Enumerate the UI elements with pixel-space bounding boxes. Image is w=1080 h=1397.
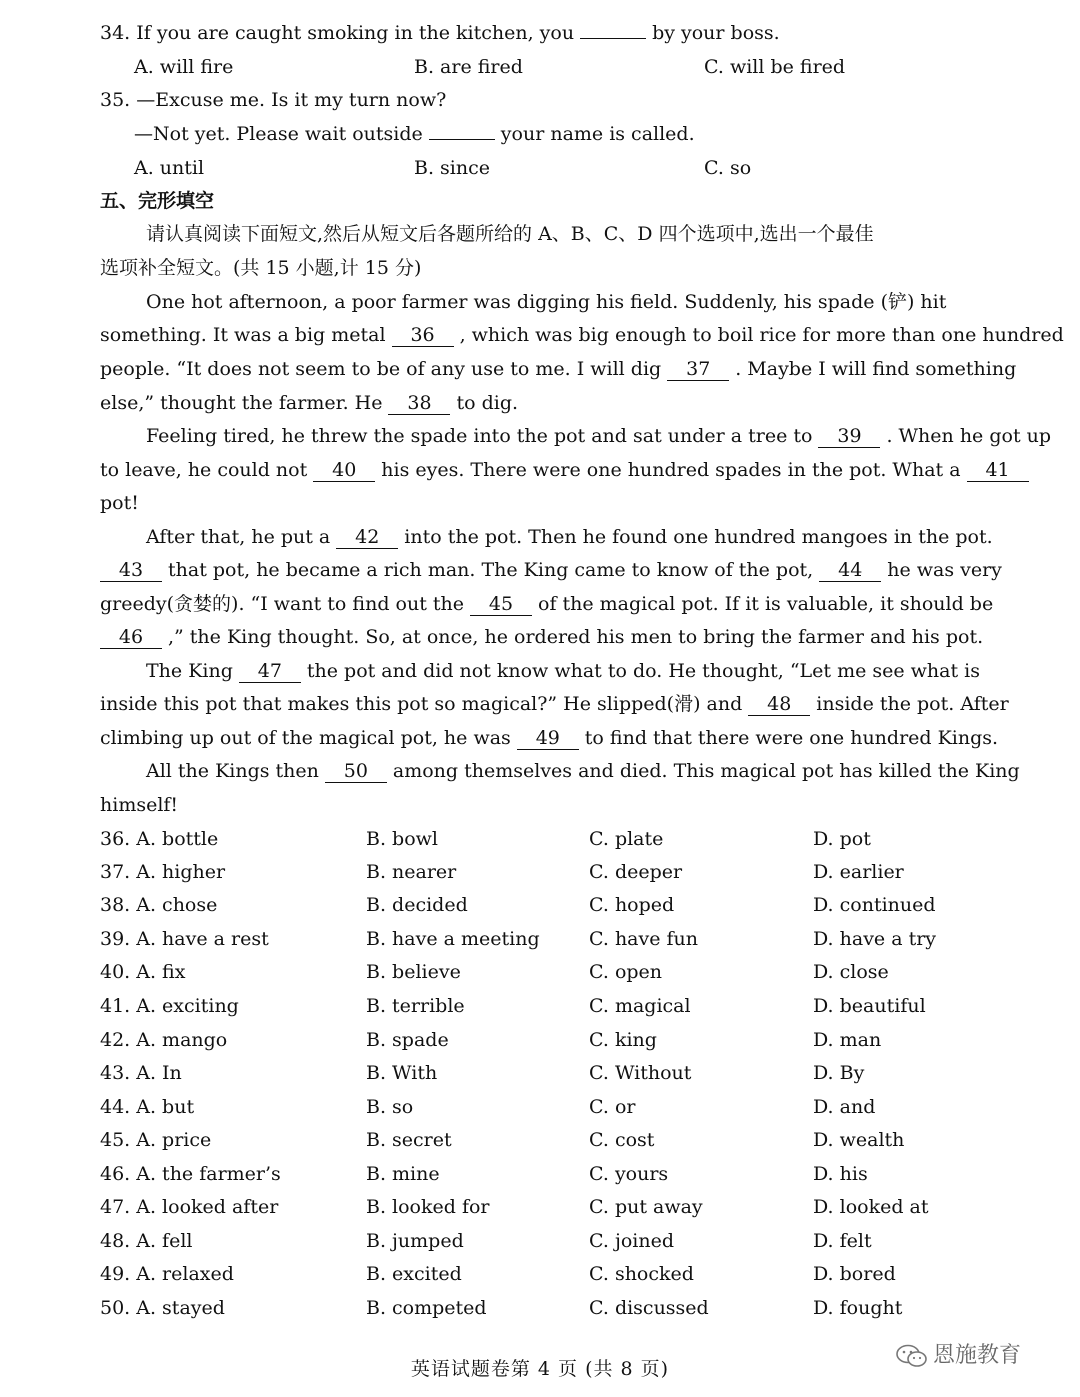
- section-instruction-line2: 选项补全短文。(共 15 小题,计 15 分): [100, 257, 422, 279]
- passage-line: [146, 525, 993, 549]
- choice-a: 42. A. mango: [100, 1029, 228, 1051]
- passage-line: [100, 357, 1016, 381]
- passage-text: among themselves and died. This magical pot has killed the King: [392, 760, 1020, 782]
- passage-text: into the pot. Then he found one hundred mangoes in the pot.: [404, 526, 993, 548]
- choice-b: B. terrible: [366, 995, 465, 1017]
- passage-text: climbing up out of the magical pot, he was: [100, 727, 511, 749]
- passage-text: to find that there were one hundred Kings.: [584, 727, 999, 749]
- passage-text: Feeling tired, he threw the spade into the pot and sat under a tree to: [146, 425, 813, 447]
- choice-b: B. so: [366, 1096, 414, 1118]
- choice-d: D. have a try: [813, 928, 937, 950]
- passage-text: inside this pot that makes this pot so magical?” He slipped(滑) and: [100, 693, 743, 715]
- choice-d: D. man: [813, 1029, 882, 1051]
- passage-text: that pot, he became a rich man. The King came to know of the pot,: [168, 559, 814, 581]
- choice-b: B. have a meeting: [366, 928, 540, 950]
- choice-b: B. mine: [366, 1163, 440, 1185]
- blank-41: 41: [967, 459, 1029, 482]
- q34-blank: [580, 38, 646, 39]
- choice-a: 46. A. the farmer’s: [100, 1163, 281, 1185]
- passage-text: his eyes. There were one hundred spades in the pot. What a: [381, 459, 961, 481]
- choice-d: D. his: [813, 1163, 868, 1185]
- choice-c: C. hoped: [589, 894, 675, 916]
- choice-a: 43. A. In: [100, 1062, 182, 1084]
- passage-line: [100, 625, 983, 649]
- choice-b: B. looked for: [366, 1196, 490, 1218]
- passage-line: [100, 391, 518, 415]
- blank-47: 47: [239, 660, 301, 683]
- passage-text: people. “It does not seem to be of any use to me. I will dig: [100, 358, 662, 380]
- passage-line: [146, 659, 980, 683]
- choice-c: C. plate: [589, 828, 664, 850]
- choice-d: D. bored: [813, 1263, 896, 1285]
- passage-text: of the magical pot. If it is valuable, it should be: [538, 593, 994, 615]
- choice-c: C. joined: [589, 1230, 674, 1252]
- q34-stem-part1: 34. If you are caught smoking in the kitchen, you: [100, 22, 575, 44]
- choice-a: 48. A. fell: [100, 1230, 193, 1252]
- choice-d: D. wealth: [813, 1129, 905, 1151]
- choice-c: C. have fun: [589, 928, 699, 950]
- blank-43: 43: [100, 559, 162, 582]
- choice-d: D. looked at: [813, 1196, 929, 1218]
- choice-b: B. competed: [366, 1297, 487, 1319]
- passage-text: After that, he put a: [146, 526, 331, 548]
- choice-a: 37. A. higher: [100, 861, 226, 883]
- choice-d: D. and: [813, 1096, 876, 1118]
- blank-45: 45: [470, 593, 532, 616]
- q35-line1: 35. —Excuse me. Is it my turn now?: [100, 89, 447, 111]
- passage-text: else,” thought the farmer. He: [100, 392, 383, 414]
- choice-c: C. yours: [589, 1163, 669, 1185]
- passage-text: ,” the King thought. So, at once, he ordered his men to bring the farmer and his pot.: [168, 626, 984, 648]
- blank-36: 36: [392, 324, 454, 347]
- q35-line2: [134, 122, 695, 146]
- q35-blank: [429, 139, 495, 140]
- blank-38: 38: [388, 392, 450, 415]
- section-heading: 五、完形填空: [100, 190, 215, 212]
- passage-line: himself!: [100, 794, 179, 816]
- choice-d: D. fought: [813, 1297, 903, 1319]
- choice-c: C. discussed: [589, 1297, 709, 1319]
- q35-line2-part1: —Not yet. Please wait outside: [134, 123, 423, 145]
- choice-b: B. excited: [366, 1263, 462, 1285]
- passage-text: something. It was a big metal: [100, 324, 386, 346]
- passage-text: . Maybe I will find something: [735, 358, 1017, 380]
- choice-c: C. put away: [589, 1196, 703, 1218]
- blank-44: 44: [819, 559, 881, 582]
- choice-a: 40. A. fix: [100, 961, 186, 983]
- passage-line: One hot afternoon, a poor farmer was digging his field. Suddenly, his spade (铲) hit: [146, 291, 947, 313]
- choice-a: 50. A. stayed: [100, 1297, 225, 1319]
- blank-42: 42: [336, 526, 398, 549]
- choice-b: B. secret: [366, 1129, 452, 1151]
- choice-c: C. shocked: [589, 1263, 694, 1285]
- blank-50: 50: [325, 760, 387, 783]
- passage-text: greedy(贪婪的). “I want to find out the: [100, 593, 464, 615]
- choice-d: D. close: [813, 961, 889, 983]
- choice-b: B. nearer: [366, 861, 457, 883]
- passage-text: inside the pot. After: [816, 693, 1009, 715]
- choice-b: B. With: [366, 1062, 438, 1084]
- passage-line: [100, 323, 1064, 347]
- choice-d: D. pot: [813, 828, 871, 850]
- passage-text: All the Kings then: [146, 760, 319, 782]
- choice-a: 38. A. chose: [100, 894, 218, 916]
- choice-c: C. open: [589, 961, 663, 983]
- section-instruction-line1: 请认真阅读下面短文,然后从短文后各题所给的 A、B、C、D 四个选项中,选出一个最佳: [146, 223, 874, 245]
- choice-b: B. jumped: [366, 1230, 464, 1252]
- passage-line: [100, 458, 1035, 482]
- choice-c: C. cost: [589, 1129, 655, 1151]
- q34-option-b: B. are fired: [414, 56, 523, 78]
- q35-option-a: A. until: [134, 157, 205, 179]
- choice-b: B. believe: [366, 961, 461, 983]
- choice-a: 47. A. looked after: [100, 1196, 279, 1218]
- passage-text: The King: [146, 660, 233, 682]
- blank-48: 48: [748, 693, 810, 716]
- choice-c: C. Without: [589, 1062, 692, 1084]
- passage-line: [146, 759, 1020, 783]
- choice-a: 45. A. price: [100, 1129, 212, 1151]
- choice-d: D. earlier: [813, 861, 904, 883]
- choice-d: D. beautiful: [813, 995, 926, 1017]
- passage-line: [146, 424, 1051, 448]
- passage-line: [100, 726, 998, 750]
- choice-a: 49. A. relaxed: [100, 1263, 234, 1285]
- passage-text: the pot and did not know what to do. He thought, “Let me see what is: [306, 660, 980, 682]
- choice-d: D. By: [813, 1062, 865, 1084]
- passage-line: [100, 558, 1002, 582]
- q34-stem: [100, 21, 780, 45]
- q35-option-c: C. so: [704, 157, 752, 179]
- passage-text: to leave, he could not: [100, 459, 308, 481]
- choice-c: C. deeper: [589, 861, 683, 883]
- passage-text: . When he got up: [886, 425, 1052, 447]
- passage-text: , which was big enough to boil rice for more than one hundred: [459, 324, 1064, 346]
- blank-46: 46: [100, 626, 162, 649]
- choice-b: B. bowl: [366, 828, 438, 850]
- choice-a: 44. A. but: [100, 1096, 195, 1118]
- choice-c: C. or: [589, 1096, 636, 1118]
- passage-line: pot!: [100, 492, 139, 514]
- watermark-text: 恩施教育: [933, 1343, 1022, 1368]
- passage-text: to dig.: [456, 392, 519, 414]
- blank-49: 49: [517, 727, 579, 750]
- passage-text: he was very: [887, 559, 1002, 581]
- q34-option-a: A. will fire: [134, 56, 234, 78]
- passage-line: [100, 592, 993, 616]
- blank-40: 40: [313, 459, 375, 482]
- choice-d: D. felt: [813, 1230, 872, 1252]
- choice-b: B. spade: [366, 1029, 449, 1051]
- choice-a: 41. A. exciting: [100, 995, 239, 1017]
- blank-37: 37: [667, 358, 729, 381]
- choice-a: 36. A. bottle: [100, 828, 219, 850]
- q35-option-b: B. since: [414, 157, 490, 179]
- choice-c: C. magical: [589, 995, 691, 1017]
- q35-line2-part2: your name is called.: [500, 123, 695, 145]
- blank-39: 39: [818, 425, 880, 448]
- choice-b: B. decided: [366, 894, 468, 916]
- page-footer: 英语试题卷第 4 页 (共 8 页): [410, 1358, 670, 1380]
- passage-line: [100, 692, 1009, 716]
- q34-option-c: C. will be fired: [704, 56, 846, 78]
- choice-a: 39. A. have a rest: [100, 928, 269, 950]
- choice-c: C. king: [589, 1029, 657, 1051]
- choice-d: D. continued: [813, 894, 936, 916]
- q34-stem-part2: by your boss.: [652, 22, 780, 44]
